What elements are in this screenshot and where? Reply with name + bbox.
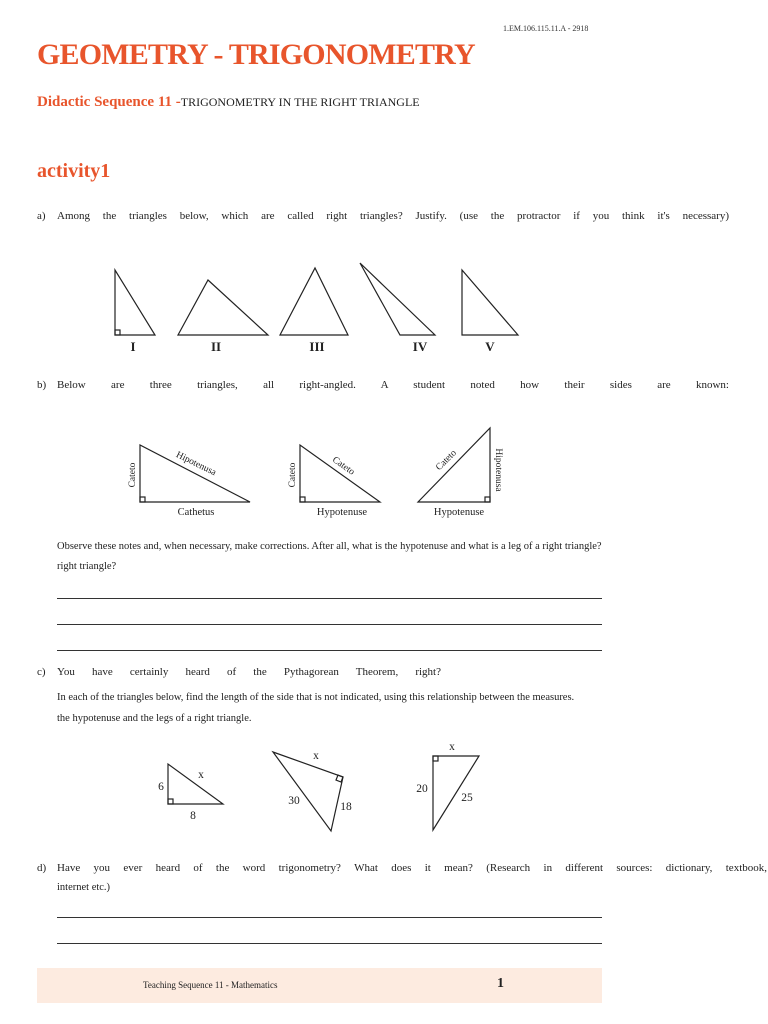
answer-line[interactable]: [57, 917, 602, 918]
question-a-label: a): [37, 210, 46, 222]
triangle-c1: [168, 764, 223, 804]
question-c-line-1: In each of the triangles below, find the length of the side that is not indicated, using this relationship between the measures.: [57, 692, 575, 703]
triangle-label-5: V: [485, 339, 495, 354]
page-footer: [37, 968, 602, 1003]
page-number: 1: [497, 976, 504, 991]
fig-b3-vertical-label: Hipotenusa: [493, 448, 503, 492]
triangle-b1: [140, 445, 250, 502]
fig-c3-top-label: x: [449, 742, 455, 753]
fig-b1-vertical-label: Cateto: [128, 462, 138, 488]
fig-b1-slanted-label: Hipotenusa: [174, 450, 218, 479]
fig-b2-slanted-label: Cateto: [330, 455, 357, 478]
answer-line[interactable]: [57, 650, 602, 651]
triangles-figure-b: [120, 420, 520, 520]
subtitle-lead: Didactic Sequence 11 -: [37, 94, 181, 110]
triangle-2: [178, 280, 268, 335]
fig-c2-left-label: 30: [288, 795, 300, 807]
question-c-label: c): [37, 666, 46, 678]
question-b-instruction-1: Observe these notes and, when necessary, make corrections. After all, what is the hypotenuse and what is a leg of a right triangle?: [57, 541, 602, 552]
triangle-label-2: II: [210, 339, 222, 354]
fig-c2-top-label: x: [313, 750, 319, 762]
question-b-label: b): [37, 379, 47, 391]
fig-b2-vertical-label: Cateto: [288, 462, 298, 488]
document-code: 1.EM.106.115.11.A - 2918: [503, 24, 589, 33]
right-angle-mark: [115, 330, 120, 335]
question-b: [37, 378, 729, 392]
fig-b1-bottom-label: Cathetus: [177, 507, 215, 518]
fig-c1-bottom-label: 8: [190, 810, 196, 822]
right-angle-mark: [485, 497, 490, 502]
triangle-b3: [418, 428, 490, 502]
question-b-text: Below are three triangles, all right-angled. A student noted how their sides are known:: [57, 379, 729, 391]
answer-line[interactable]: [57, 943, 602, 944]
right-angle-mark: [336, 775, 343, 782]
page-title: GEOMETRY - TRIGONOMETRY: [37, 38, 475, 71]
question-d-text: Have you ever heard of the word trigonometry? What does it mean? (Research in different sources: dictionary, textbook,: [57, 862, 767, 874]
right-angle-mark: [140, 497, 145, 502]
triangle-b2: [300, 445, 380, 502]
fig-c3-left-label: 20: [416, 783, 428, 795]
question-c: [37, 665, 441, 679]
question-d: [37, 861, 767, 875]
fig-c1-hyp-label: x: [198, 769, 204, 781]
triangles-figure-a: [100, 255, 540, 360]
footer-text: Teaching Sequence 11 - Mathematics: [143, 980, 278, 990]
question-c-line-2: the hypotenuse and the legs of a right triangle.: [57, 713, 252, 724]
question-a-text: Among the triangles below, which are called right triangles? Justify. (use the protractor if you think it's necessary): [57, 210, 729, 222]
triangle-3: [280, 268, 348, 335]
fig-b2-bottom-label: Hypotenuse: [316, 507, 368, 518]
question-a: [37, 209, 729, 223]
question-c-text: You have certainly heard of the Pythagorean Theorem, right?: [57, 666, 441, 678]
triangle-c2: [273, 752, 343, 831]
right-angle-mark: [168, 799, 173, 804]
triangle-label-4: IV: [412, 339, 428, 354]
fig-b3-bottom-label: Hypotenuse: [433, 507, 485, 518]
triangle-1: [115, 270, 155, 335]
activity-heading: activity1: [37, 160, 111, 182]
triangle-label-1: I: [130, 339, 136, 354]
page-subtitle: [37, 94, 420, 111]
triangle-5: [462, 270, 518, 335]
question-b-instruction-2: right triangle?: [57, 561, 117, 572]
right-angle-mark: [300, 497, 305, 502]
right-angle-mark: [433, 756, 438, 761]
subtitle-rest: TRIGONOMETRY IN THE RIGHT TRIANGLE: [180, 95, 420, 109]
triangle-label-3: III: [309, 339, 325, 354]
question-d-text-2: internet etc.): [57, 882, 111, 893]
answer-line[interactable]: [57, 624, 602, 625]
fig-b3-slanted-label: Cateto: [434, 448, 459, 473]
fig-c2-right-label: 18: [340, 801, 352, 813]
answer-line[interactable]: [57, 598, 602, 599]
triangle-4: [360, 263, 435, 335]
question-d-label: d): [37, 862, 47, 874]
triangles-figure-c: [150, 742, 500, 837]
fig-c3-right-label: 25: [461, 792, 473, 804]
fig-c1-vertical-label: 6: [158, 781, 164, 793]
